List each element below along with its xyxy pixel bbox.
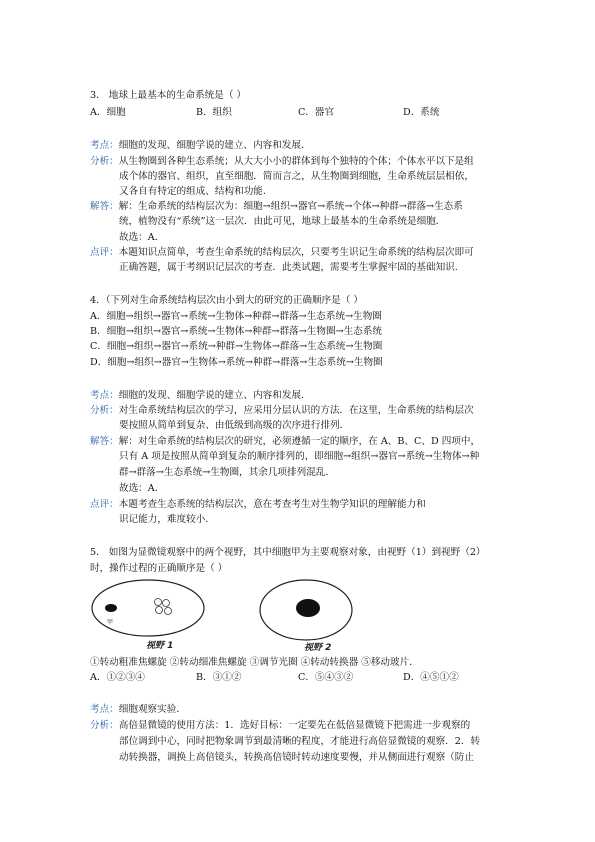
q3-option-a: A．细胞 [90,107,126,118]
q5-fenxi-line-1 [90,719,470,733]
fenxi-text: 高倍显微镜的使用方法：1．选好目标：一定要先在低倍显微镜下把需进一步观察的 [118,720,471,731]
q5-steps: ①转动粗准焦螺旋 ②转动细准焦螺旋 ③调节光圈 ④转动转换器 ⑤移动玻片． [90,657,419,668]
q3-kaodian [90,139,311,153]
cell-small [155,599,162,606]
fenxi-text: 从生物圈到各种生态系统；从大大小小的群体到每个独特的个体；个体水平以下是组 [118,156,474,167]
dianping-text: 本题知识点简单，考查生命系统的结构层次，只要考生识记生命系统的结构层次即可 [118,247,474,258]
q3-dianping-line-1 [90,246,474,260]
jieda-label: 解答： [90,201,119,212]
q4-option-c: C．细胞→组织→器官→系统→种群→生物体→群落→生态系统→生物圈 [90,341,383,352]
q4-jieda-line-2: 只有 A 项是按照从简单到复杂的顺序排列的，即细胞→组织→器官→系统→生物体→种 [119,451,480,462]
jieda-label: 解答： [90,436,119,447]
dianping-label: 点评： [90,247,119,258]
q3-jieda-line-1 [90,200,463,214]
kaodian-text: 细胞的发现、细胞学说的建立、内容和发展． [118,390,311,401]
q4-dianping-line-2: 识记能力，难度较小． [119,514,215,525]
field-1-label: 视野 1 [146,641,174,651]
q4-stem: 4．（下列对生命系统结构层次由小到大的研究的正确顺序是（ ） [90,295,363,306]
cell-small [165,608,172,615]
q4-option-a: A．细胞→组织→器官→系统→生物体→种群→群落→生态系统→生物圈 [90,311,382,322]
q5-option-b: B．③①② [196,672,242,683]
q5-option-d: D．④⑤①② [403,672,459,683]
cell-small [156,607,163,614]
q3-option-b: B．组织 [196,107,232,118]
cell-small [163,600,170,607]
kaodian-label: 考点： [90,140,119,151]
kaodian-label: 考点： [90,390,119,401]
q5-option-c: C．⑤④③② [298,672,354,683]
dianping-text: 本题考查生态系统的结构层次，意在考查考生对生物学知识的理解能力和 [118,499,426,510]
cell-jia [105,604,117,612]
q4-jieda-line-3: 群→群落→生态系统→生物圈，其余几项排列混乱． [119,467,335,478]
q3-stem: 3． 地球上最基本的生命系统是（ ） [90,90,247,101]
q3-jieda-line-2: 统，植物没有“系统”这一层次．由此可见，地球上最基本的生命系统是细胞． [119,216,446,227]
q3-fenxi-line-1 [90,155,474,169]
q5-stem-line-1: 5． 如图为显微镜观察中的两个视野，其中细胞甲为主要观察对象，由视野（1）到视野（2） [90,547,486,558]
q4-fenxi-line-2: 要按照从简单到复杂、由低级到高级的次序进行排列． [119,420,350,431]
q5-stem-line-2: 时，操作过程的正确顺序是（ ） [90,563,228,574]
microscope-fields-figure [88,578,378,654]
q3-option-c: C．器官 [298,107,335,118]
q5-fenxi-line-3: 动转换器，调换上高倍镜头，转换高倍镜时转动速度要慢，并从侧面进行观察（防止 [119,752,474,763]
q4-kaodian [90,389,311,403]
q4-jieda-line-1 [90,435,480,449]
q3-option-d: D．系统 [403,107,440,118]
fenxi-label: 分析： [90,156,119,167]
q3-dianping-line-2: 正确答题，属于考纲识记层次的考查．此类试题，需要考生掌握牢固的基础知识． [119,262,465,273]
q4-jieda-answer: 故选：A． [119,483,165,494]
q4-dianping-line-1 [90,498,426,512]
kaodian-label: 考点： [90,704,119,715]
fenxi-label: 分析： [90,405,119,416]
q5-kaodian [90,703,186,717]
q4-option-d: D．细胞→组织→器官→生物体→系统→种群→群落→生态系统→生物圈 [90,357,383,368]
q5-option-a: A．①②③④ [90,672,145,683]
jieda-text: 解：生命系统的结构层次为：细胞→组织→器官→系统→个体→种群→群落→生态系 [118,201,463,212]
q4-option-b: B．细胞→组织→器官→系统→生物体→种群→群落→生物圈→生态系统 [90,326,383,337]
fenxi-text: 对生命系统结构层次的学习，应采用分层认识的方法．在这里，生命系统的结构层次 [118,405,474,416]
cell-jia-label: 甲 [107,619,114,626]
kaodian-text: 细胞的发现、细胞学说的建立、内容和发展． [118,140,311,151]
field-2-label: 视野 2 [304,643,332,653]
q5-fenxi-line-2: 部位调到中心，同时把物象调节到最清晰的程度，才能进行高倍显微镜的观察．2．转 [119,736,481,747]
q3-jieda-answer: 故选：A． [119,232,165,243]
kaodian-text: 细胞观察实验． [118,704,186,715]
q3-fenxi-line-3: 又各自有特定的组成、结构和功能． [119,186,273,197]
jieda-text: 解：对生命系统的结构层次的研究，必须遵循一定的顺序，在 A、B、C、D 四项中， [118,436,481,447]
cell-jia-magnified [296,599,320,617]
q3-fenxi-line-2: 成个体的器官、组织，直至细胞．简而言之，从生物圈到细胞，生命系统层层相依， [119,171,474,182]
fenxi-label: 分析： [90,720,119,731]
dianping-label: 点评： [90,499,119,510]
q4-fenxi-line-1 [90,404,474,418]
